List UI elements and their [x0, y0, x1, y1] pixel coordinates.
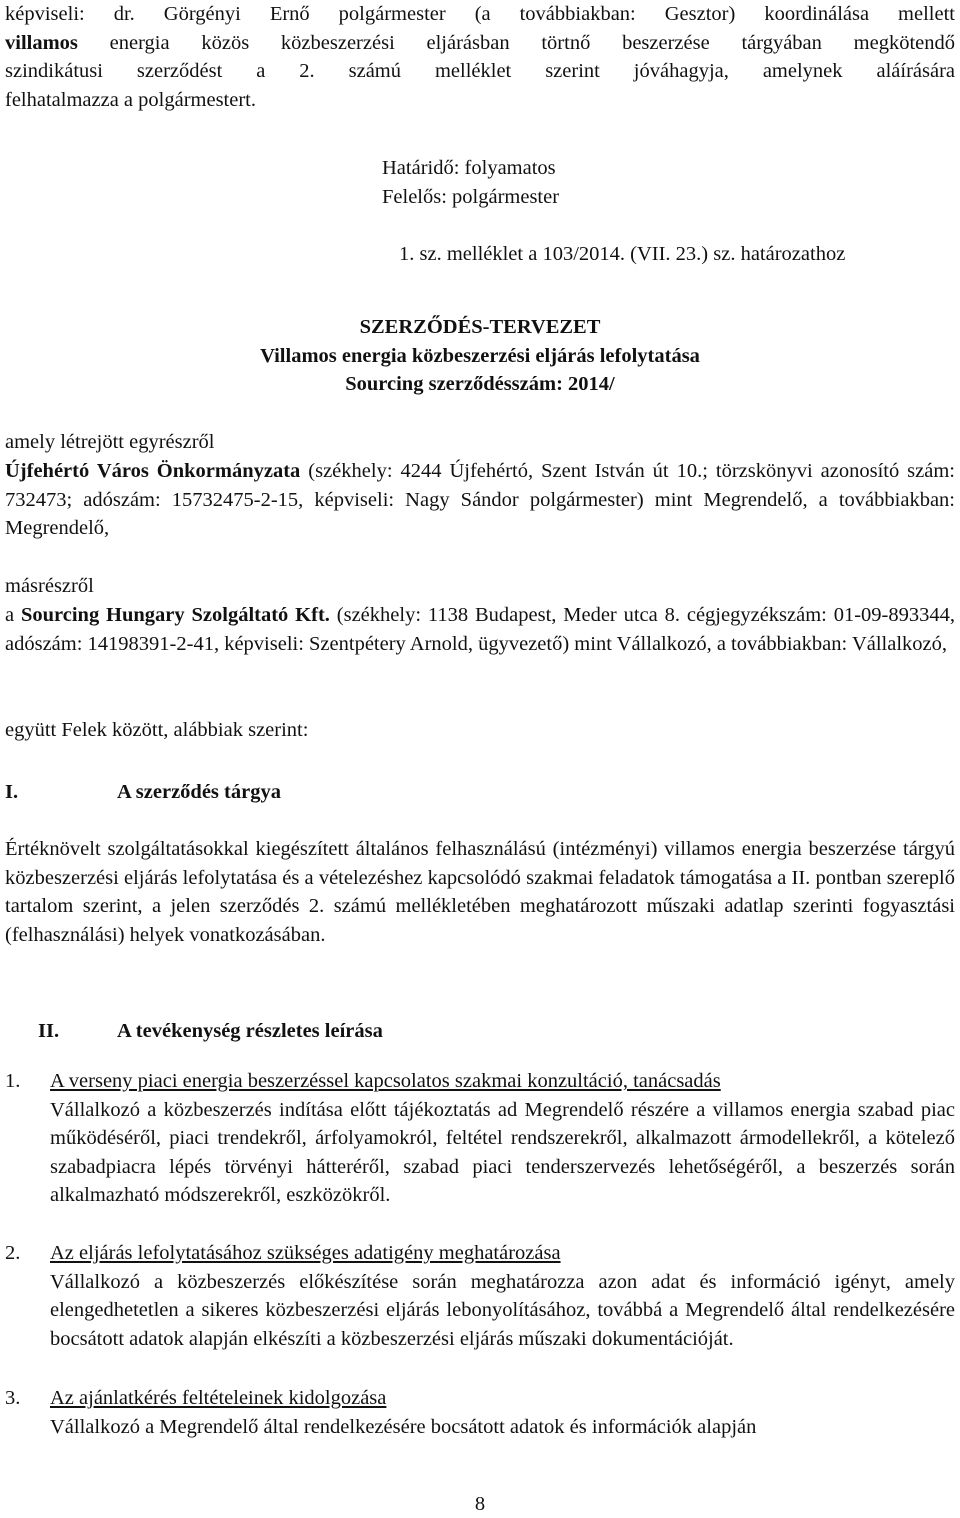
parties-together-text: együtt Felek között, alábbiak szerint: — [5, 719, 309, 741]
contract-subtitle: Villamos energia közbeszerzési eljárás lefolytatása — [260, 344, 700, 367]
section-1-title: A szerződés tárgya — [117, 781, 281, 803]
party-1-name: Újfehértó Város Önkormányzata — [5, 460, 301, 482]
deadline-text: Határidő: folyamatos — [382, 157, 556, 179]
list-item-body: Vállalkozó a közbeszerzés előkészítése során meghatározza azon adat és információ igényt, amely elengedhetetlen a sikeres közbeszerzési eljárás lebonyolításához, továbbá a Megrendelő által rendelkezésére bocsátott adatok alapján elkészíti a közbeszerzési eljárás műszaki dokumentációját. — [50, 1270, 955, 1350]
party-intro — [5, 428, 955, 457]
intro-line-2 — [5, 29, 955, 58]
list-item-body: Vállalkozó a Megrendelő által rendelkezésére bocsátott adatok és információk alapján — [50, 1415, 757, 1438]
intro-line-1: képviseli: dr. Görgényi Ernő polgármester (a továbbiakban: Gesztor) koordinálása mellett — [5, 3, 955, 25]
intro-paragraph — [5, 0, 955, 114]
party-intro-text: amely létrejött egyrészről — [5, 431, 215, 453]
party-2-details: (székhely: 1138 Budapest, Meder utca 8. cégjegyzékszám: 01-09-893344, adószám: 14198391-2-41, képviseli: Szentpétery Arnold, ügyvezető) mint Vállalkozó, a továbbiakban: Vállalkozó, — [5, 604, 955, 655]
attachment-reference — [399, 240, 955, 269]
intro-line-2-rest: energia közös közbeszerzési eljárásban törtnő beszerzése tárgyában megkötendő — [77, 31, 955, 54]
list-item-number: 2. — [5, 1242, 21, 1264]
list-item-content — [50, 1239, 955, 1353]
party-other-intro — [5, 572, 955, 601]
list-item-content — [50, 1384, 955, 1441]
deadline-block — [382, 154, 882, 211]
contract-number: Sourcing szerződésszám: 2014/ — [345, 373, 615, 396]
parties-together — [5, 716, 955, 745]
party-other-text: másrészről — [5, 575, 94, 597]
contract-heading — [5, 313, 955, 399]
list-item-number: 1. — [5, 1070, 21, 1092]
list-item-heading: Az eljárás lefolytatásához szükséges adatigény meghatározása — [50, 1242, 561, 1264]
intro-line-3: szindikátusi szerződést a 2. számú melléklet szerint jóváhagyja, amelynek aláírására — [5, 60, 955, 83]
party-1 — [5, 457, 955, 543]
party-2 — [5, 601, 955, 658]
list-item-body: Vállalkozó a közbeszerzés indítása előtt tájékoztatás ad Megrendelő részére a villamos energia szabad piac működéséről, piaci trendekről, árfolyamokról, feltétel rendszerekről, alkalmazott ármodellekről, a kötelező szabadpiacra lépés törvényi hátteréről, szabad piaci tenderszervezés lehetőségéről, a beszerzés során alkalmazható módszerekről, eszközökről. — [50, 1098, 955, 1207]
contract-title: SZERZŐDÉS-TERVEZET — [359, 316, 601, 338]
attachment-reference-text: 1. sz. melléklet a 103/2014. (VII. 23.) sz. határozathoz — [399, 243, 846, 265]
section-1-body — [5, 835, 955, 949]
section-1-body-text: Értéknövelt szolgáltatásokkal kiegészített általános felhasználású (intézményi) villamos energia beszerzése tárgyú közbeszerzési eljárás lefolytatása és a vételezéshez kapcsolódó szakmai feladatok támogatása a II. pontban szereplő tartalom szerint, a jelen szerződés 2. számú mellékletében meghatározott műszaki adatlap szerinti fogyasztási (felhasználási) helyek vonatkozásában. — [5, 838, 955, 946]
list-item-number: 3. — [5, 1387, 21, 1409]
intro-line-4: felhatalmazza a polgármestert. — [5, 88, 256, 111]
party-2-prefix: a — [5, 604, 21, 626]
intro-bold-word: villamos — [5, 31, 78, 54]
section-1-numeral: I. — [5, 781, 19, 803]
list-item-heading: A verseny piaci energia beszerzéssel kapcsolatos szakmai konzultáció, tanácsadás — [50, 1070, 721, 1092]
section-2-numeral: II. — [38, 1020, 60, 1042]
party-1-details: (székhely: 4244 Újfehértó, Szent István út 10.; törzskönyvi azonosító szám: 732473; adószám: 15732475-2-15, képviseli: Nagy Sándor polgármester) mint Megrendelő, a továbbiakban: Megrendelő, — [5, 460, 955, 540]
page-number: 8 — [474, 1493, 486, 1515]
list-item-heading: Az ajánlatkérés feltételeinek kidolgozása — [50, 1387, 387, 1409]
responsible-text: Felelős: polgármester — [382, 185, 560, 208]
list-item-content — [50, 1067, 955, 1210]
section-2-title: A tevékenység részletes leírása — [117, 1020, 383, 1042]
party-2-name: Sourcing Hungary Szolgáltató Kft. — [20, 604, 330, 626]
